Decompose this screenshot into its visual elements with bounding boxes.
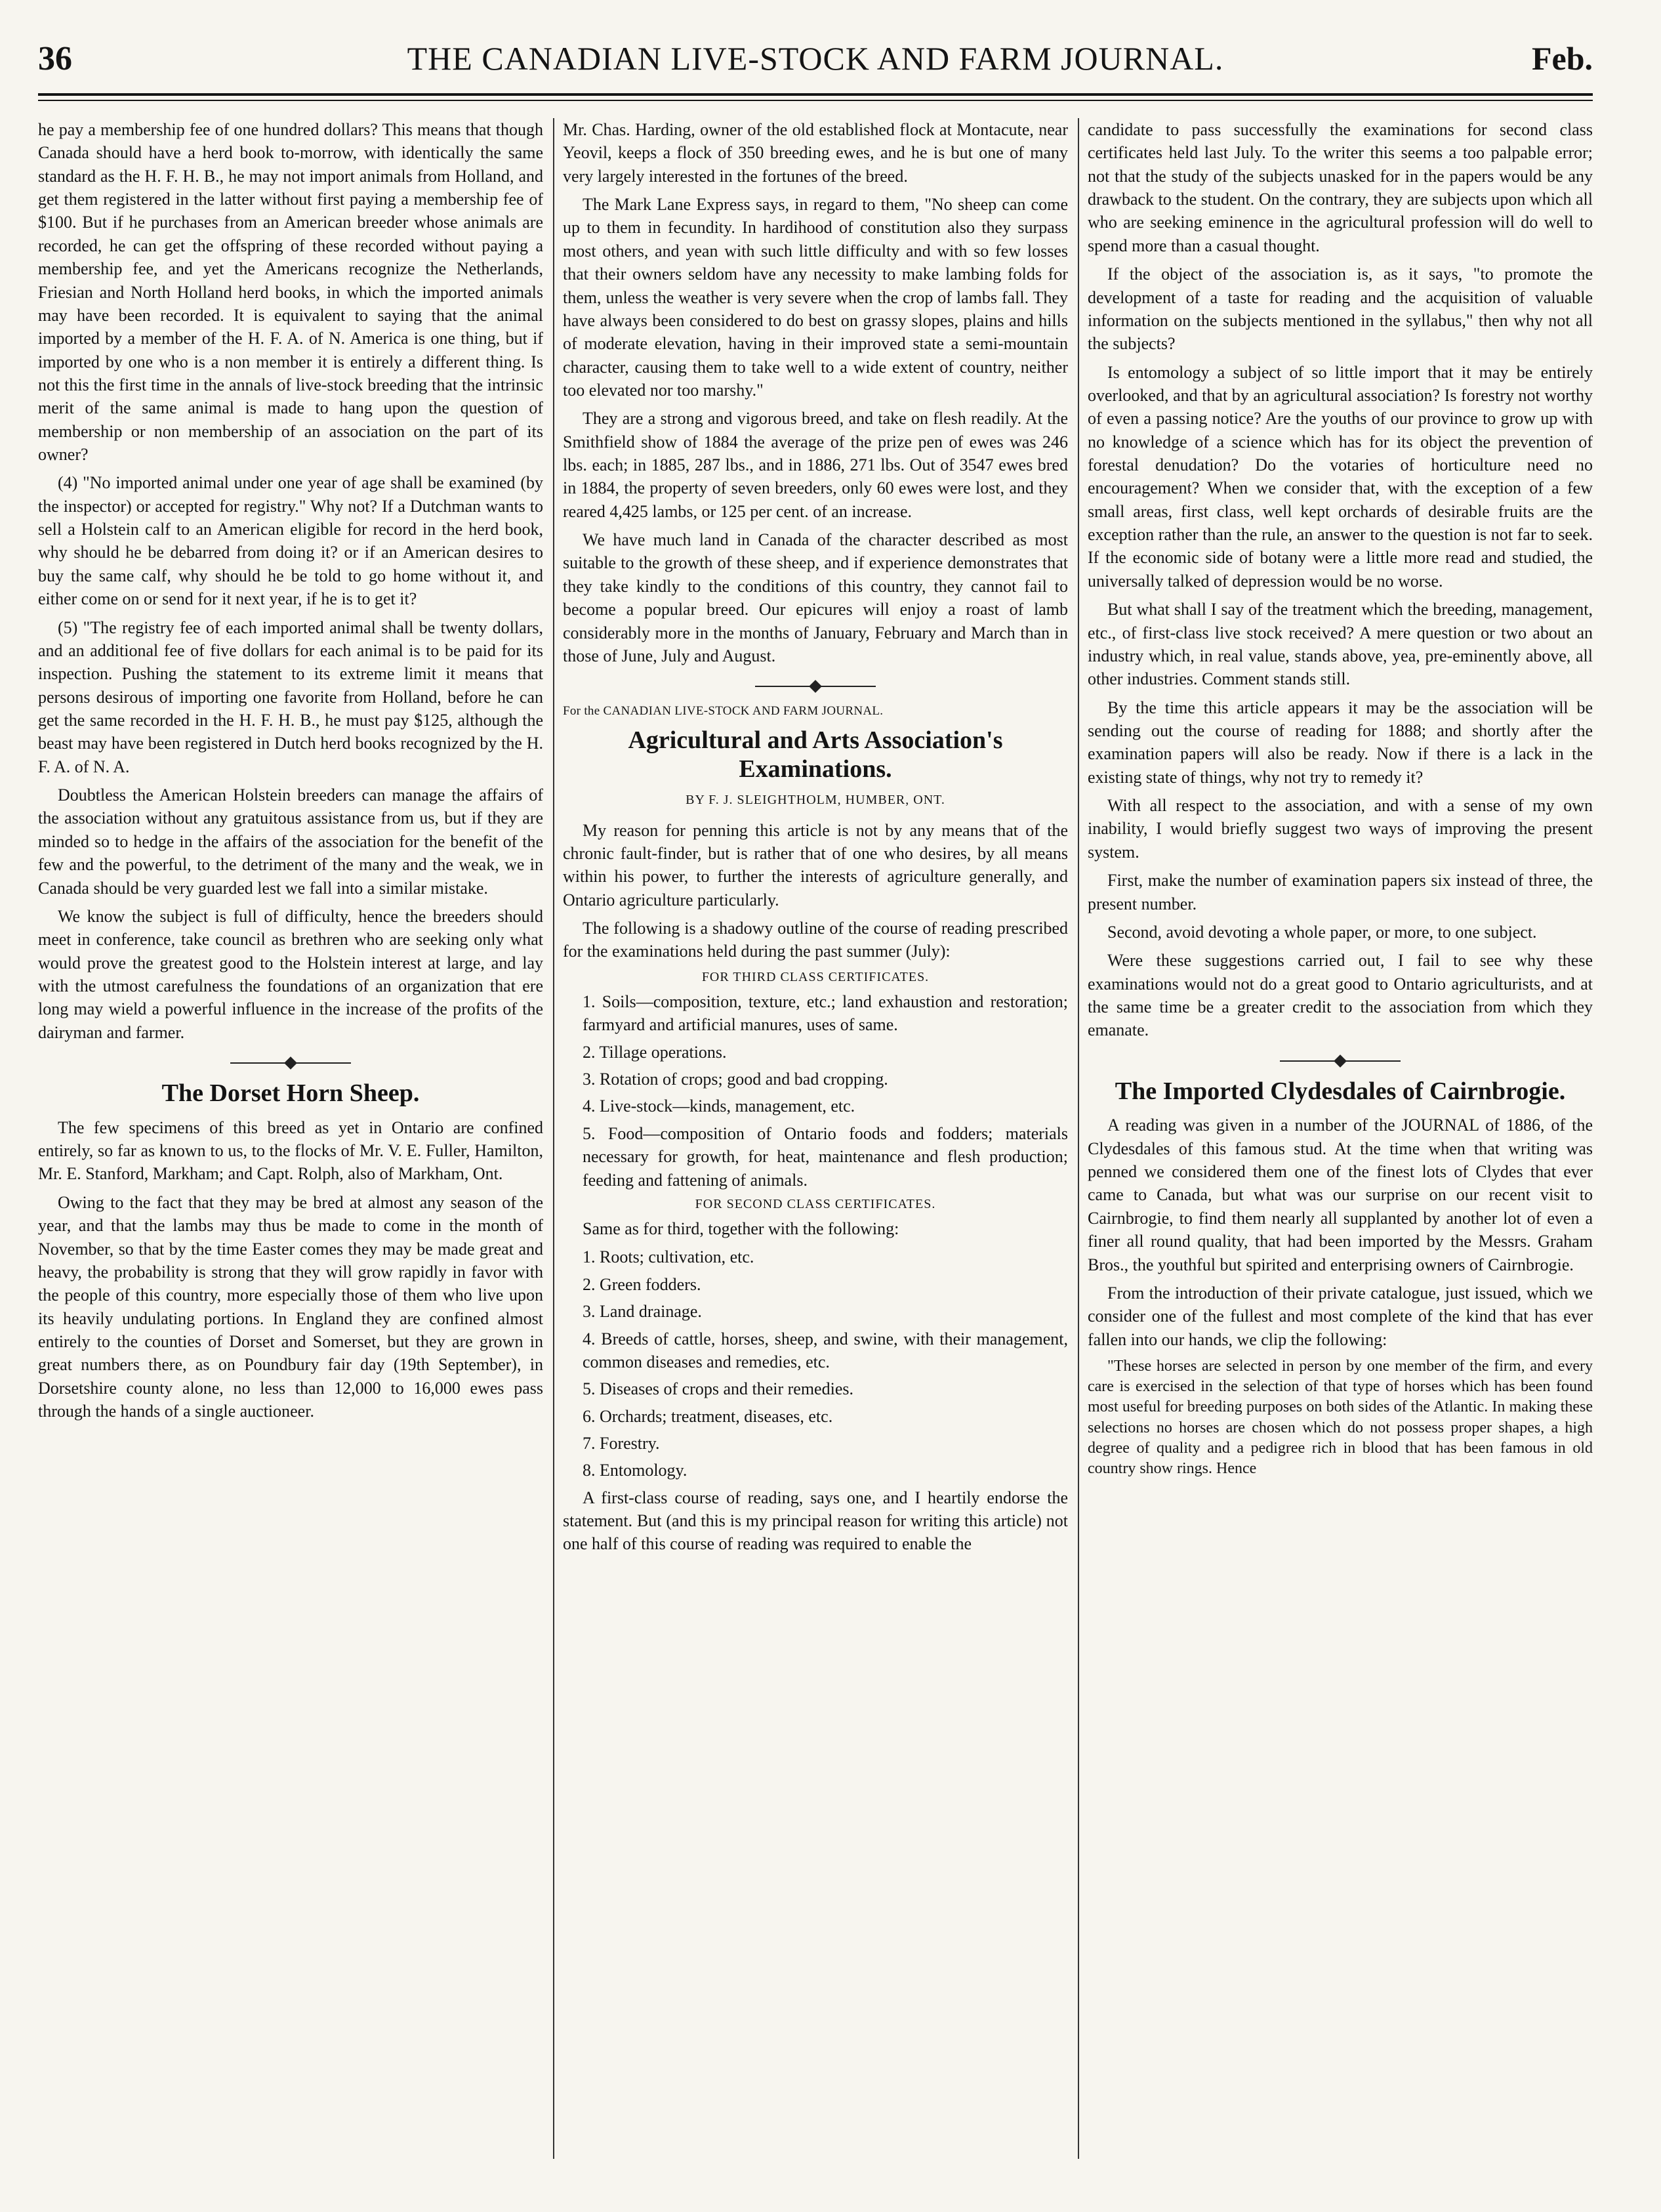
journal-title: THE CANADIAN LIVE-STOCK AND FARM JOURNAL. [407, 40, 1224, 77]
page-number: 36 [38, 40, 72, 77]
byline: BY F. J. SLEIGHTHOLM, HUMBER, ONT. [686, 793, 945, 808]
paragraph: A first-class course of reading, says one, and I heartily endorse the statement. But (and this is my principal reason for writing this article) not one half of this course of reading was required to enable the [563, 1488, 1068, 1554]
second-class-list [563, 1245, 1068, 1482]
paragraph: My reason for penning this article is not by any means that of the chronic fault-finder, but is rather that of one who desires, by all means within his power, to further the interests of agriculture generally, and Ontario agriculture particularly. [563, 820, 1068, 909]
article-heading-clydesdales: The Imported Clydesdales of Cairnbrogie. [1115, 1077, 1566, 1105]
paragraph: If the object of the association is, as it says, "to promote the development of a taste for reading and the acquisition of valuable information on the subjects mentioned in the syllabus," then why not all the subjects? [1088, 264, 1593, 354]
list-item: 2. Tillage operations. [583, 1042, 727, 1062]
paragraph: We know the subject is full of difficulty, hence the breeders should meet in conference, take council as brethren who are seeking only what would prove the greatest good to the Holstein interest at large, and lay with the utmost carefulness the foundations of an organization that ere long may wield a powerful influence in the increase of the profits of the dairyman and farmer. [38, 906, 543, 1042]
list-item: 1. Roots; cultivation, etc. [583, 1247, 754, 1267]
list-item: 3. Rotation of crops; good and bad cropping. [583, 1070, 888, 1089]
paragraph: candidate to pass successfully the examinations for second class certificates held last July. To the writer this seems a too palpable error; not that the study of the subjects unasked for in the papers would be any drawback to the student. On the contrary, they are subjects upon which all who are seeking eminence in the agricultural profession will do well to spend more than a casual thought. [1088, 120, 1593, 255]
paragraph: (4) "No imported animal under one year of age shall be examined (by the inspector) or accepted for registry." Why not? If a Dutchman wants to sell a Holstein calf to an American eligible for record in the herd book, why should he be debarred from doing it? or if an American desires to buy the same calf, why should he be told to go home without it, and either come on or send for it next year, if he is to get it? [38, 473, 543, 609]
paragraph: With all respect to the association, and with a sense of my own inability, I would briefly suggest two ways of improving the present system. [1088, 796, 1593, 862]
paragraph: Second, avoid devoting a whole paper, or more, to one subject. [1107, 922, 1537, 942]
paragraph: From the introduction of their private catalogue, just issued, which we consider one of the fullest and most complete of the kind that has ever fallen into our hands, we clip the following: [1088, 1283, 1593, 1349]
list-item: 8. Entomology. [583, 1461, 687, 1480]
column-2 [563, 118, 1068, 2185]
paragraph: A reading was given in a number of the JOURNAL of 1886, of the Clydesdales of this famous stud. At the time when that writing was penned we considered them one of the finest lots of Clydes that ever came to Canada, but what was our surprise on our recent visit to Cairnbrogie, to find them nearly all supplanted by another lot of even a finer all round quality, that had been imported by the Messrs. Graham Bros., the youthful but spirited and enterprising owners of Cairnbrogie. [1088, 1116, 1593, 1274]
section-ornament [1088, 1056, 1593, 1066]
paragraph: Owing to the fact that they may be bred at almost any season of the year, and that the lambs may thus be made to come in the month of November, so that by the time Easter comes they may be made great and heavy, the probability is strong that they will grow rapidly in favor with the people of this country, more especially those of them who live upon its heavily undulating portions. In England they are confined almost entirely to the counties of Dorset and Somerset, but they are grown in great numbers there, as on Poundbury fair day (19th September), in Dorsetshire county alone, no less than 12,000 to 16,000 ewes pass through the hands of a single auctioneer. [38, 1192, 543, 1421]
columns [38, 118, 1593, 2185]
article-heading-agricultural: Agricultural and Arts Association's Examinations. [628, 726, 1003, 783]
paragraph: But what shall I say of the treatment which the breeding, management, etc., of first-class live stock received? A mere question or two about an industry which, in real value, stands above, yea, pre-eminently above, all other industries. Comment stands still. [1088, 600, 1593, 689]
paragraph: Same as for third, together with the following: [583, 1219, 899, 1239]
section-ornament [38, 1058, 543, 1068]
third-class-list [563, 990, 1068, 1192]
source-line: For the CANADIAN LIVE-STOCK AND FARM JOURNAL. [563, 704, 884, 719]
paragraph: We have much land in Canada of the character described as most suitable to the growth of these sheep, and if experience demonstrates that they take kindly to the conditions of this country, they cannot fail to become a popular breed. Our epicures will enjoy a roast of lamb considerably more in the months of January, February and March than in those of June, July and August. [563, 530, 1068, 665]
list-item: 3. Land drainage. [583, 1302, 702, 1322]
paragraph: They are a strong and vigorous breed, and take on flesh readily. At the Smithfield show of 1884 the average of the prize pen of ewes was 246 lbs. each; in 1885, 287 lbs., and in 1886, 271 lbs. Out of 3547 ewes bred in 1884, the property of seven breeders, only 60 ewes were lost, and they reared 4,425 lambs, or 125 per cent. of an increase. [563, 409, 1068, 521]
list-item: 4. Live-stock—kinds, management, etc. [583, 1096, 855, 1116]
list-item: 2. Green fodders. [583, 1274, 701, 1294]
paragraph: Mr. Chas. Harding, owner of the old established flock at Montacute, near Yeovil, keeps a flock of 350 breeding ewes, and he is but one of many very largely interested in the fortunes of the breed. [563, 120, 1068, 186]
page-header [38, 39, 1593, 92]
paragraph: The few specimens of this breed as yet in Ontario are confined entirely, so far as known to us, to the flocks of Mr. V. E. Fuller, Hamilton, Mr. E. Stanford, Markham; and Capt. Rolph, also of Markham, Ont. [38, 1117, 543, 1184]
paragraph: By the time this article appears it may be the association will be sending out the course of reading for 1888; and shortly after the examination papers will also be ready. Now if there is a lack in the existing state of things, why not try to remedy it? [1088, 698, 1593, 787]
subhead-second-class: FOR SECOND CLASS CERTIFICATES. [695, 1196, 936, 1211]
column-divider [553, 118, 554, 2159]
list-item: 4. Breeds of cattle, horses, sheep, and swine, with their management, common diseases and remedies, etc. [583, 1329, 1068, 1371]
list-item: 5. Food—composition of Ontario foods and fodders; materials necessary for growth, for heat, maintenance and flesh production; feeding and fattening of animals. [583, 1123, 1068, 1190]
paragraph: First, make the number of examination papers six instead of three, the present number. [1088, 871, 1593, 913]
column-3 [1088, 118, 1593, 2185]
paragraph: he pay a membership fee of one hundred dollars? This means that though Canada should have a herd book to-morrow, with identically the same standard as the H. F. H. B., he may not import animals from Holland, and get them registered in the latter without first paying a membership fee of $100. But if he purchases from an American breeder whose animals are recorded, he can get the offspring of these recorded without paying a membership fee, and yet the Americans recognize the Netherlands, Friesian and North Holland herd books, in which the imported animals may have been recorded. It is equivalent to saying that the animal imported by a member of the H. F. A. of N. America is one thing, but if imported by one who is a non member it is entirely a different thing. Is not this the first time in the annals of live-stock breeding that the intrinsic merit of the same animal is made to hang upon the question of membership or non membership of an association on the part of its owner? [38, 120, 543, 465]
paragraph: (5) "The registry fee of each imported animal shall be twenty dollars, and an additional fee of five dollars for each animal is to be paid for its inspection. Pushing the statement to its extreme limit it means that persons desirous of importing one favorite from Holland, before he can get the same recorded in the H. F. H. B., he must pay $125, although the beast may have been registered in Dutch herd books recognized by the H. F. A. of N. A. [38, 617, 543, 776]
section-ornament [563, 682, 1068, 691]
subhead-third-class: FOR THIRD CLASS CERTIFICATES. [701, 969, 930, 984]
column-1 [38, 118, 543, 2185]
quoted-paragraph: "These horses are selected in person by one member of the firm, and every care is exercised in the selection of that type of horses which has been found most useful for breeding purposes on both sides of the Atlantic. In making these selections no horses are chosen which do not possess proper shapes, a high degree of quality and a pedigree rich in blood that has been famous in old country show rings. Hence [1088, 1357, 1593, 1477]
paragraph: Were these suggestions carried out, I fail to see why these examinations would not do a great good to Ontario agriculturists, and at the same time be a greater credit to the association from which they emanate. [1088, 951, 1593, 1040]
article-heading-dorset: The Dorset Horn Sheep. [161, 1079, 420, 1108]
paragraph: The Mark Lane Express says, in regard to them, "No sheep can come up to them in fecundity. In hardihood of constitution also they surpass most others, and yean with such little difficulty and with so few losses that their owners seldom have any necessity to make lambing folds for them, unless the weather is very severe when the crop of lambs fall. They have always been considered to do best on grassy slopes, plains and hills of moderate elevation, having in their improved state a semi-mountain character, causing them to take well to a wide extent of country, neither too elevated nor too marshy." [563, 195, 1068, 400]
list-item: 7. Forestry. [583, 1433, 660, 1453]
column-divider [1078, 118, 1079, 2159]
list-item: 6. Orchards; treatment, diseases, etc. [583, 1406, 833, 1426]
newspaper-page [38, 39, 1593, 2185]
header-rule-thick [38, 93, 1593, 96]
issue-month: Feb. [1531, 40, 1593, 77]
paragraph: Is entomology a subject of so little import that it may be entirely overlooked, and that by an agricultural association? Is forestry not worthy of even a passing notice? Are the youths of our province to grow up with no knowledge of a science which has for its object the prevention of forestal denudation? Do the votaries of horticulture need no encouragement? When we consider that, with the exception of a few small areas, first class, well kept orchards of desirable fruits are the exception rather than the rule, an answer to the question is not far to seek. If the economic side of botany were a little more read and studied, the universally talked of depression would be no worse. [1088, 362, 1593, 591]
header-rule-thin [38, 100, 1593, 101]
paragraph: Doubtless the American Holstein breeders can manage the affairs of the association without any gratuitous assistance from us, but if they are minded so to hedge in the affairs of the association for the benefit of the few and the powerful, to the detriment of the many and the weak, we in Canada should be very guarded lest we fall into a similar mistake. [38, 785, 543, 898]
paragraph: The following is a shadowy outline of the course of reading prescribed for the examinations held during the past summer (July): [563, 919, 1068, 961]
list-item: 1. Soils—composition, texture, etc.; land exhaustion and restoration; farmyard and artificial manures, uses of same. [583, 992, 1068, 1035]
list-item: 5. Diseases of crops and their remedies. [583, 1379, 853, 1399]
